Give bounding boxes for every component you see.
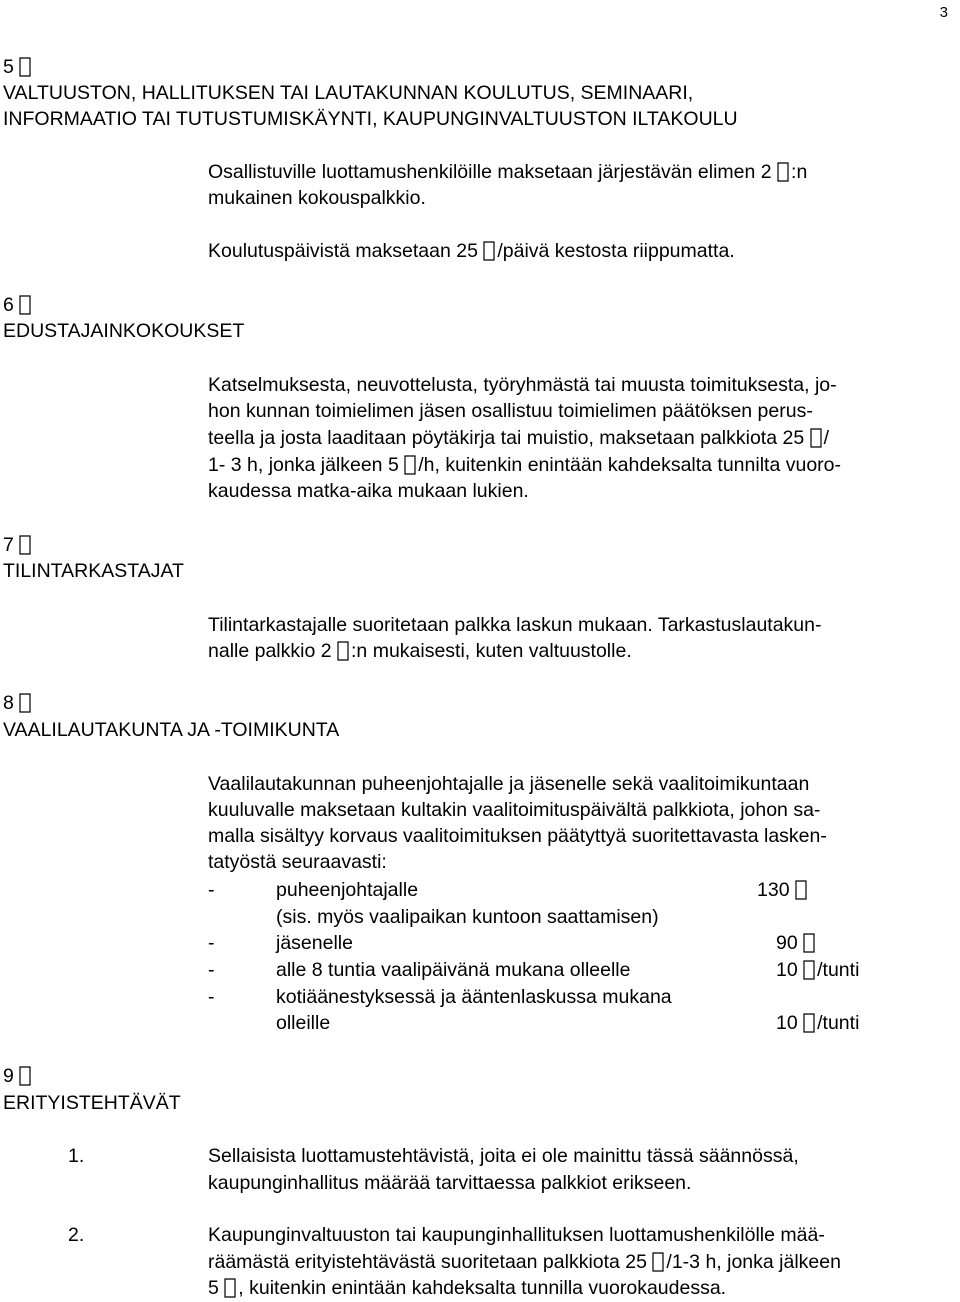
list-item-number: 1. [68, 1145, 85, 1167]
section-8-intro-line: Vaalilautakunnan puheenjohtajalle ja jäsenelle sekä vaalitoimikuntaan [208, 773, 810, 795]
euro-icon [652, 1249, 666, 1275]
fee-label: kotiäänestyksessä ja ääntenlaskussa mukana [276, 986, 672, 1008]
section-8-intro-line: malla sisältyy korvaus vaalitoimituksen päätyttyä suoritettavasta lasken- [208, 825, 827, 847]
missing-glyph-icon [19, 54, 33, 80]
section-6-title: EDUSTAJAINKOKOUKSET [3, 320, 245, 342]
fee-dash: - [208, 879, 215, 901]
euro-icon [803, 1010, 817, 1036]
list-item-line: Sellaisista luottamustehtävistä, joita ei ole mainittu tässä säännössä, [208, 1145, 799, 1167]
list-item-number: 2. [68, 1224, 85, 1246]
section-7-title: TILINTARKASTAJAT [3, 560, 184, 582]
section-5-number: 5 [3, 54, 33, 81]
missing-glyph-icon [19, 292, 33, 318]
fee-dash: - [208, 932, 215, 954]
section-9-number: 9 [3, 1063, 33, 1090]
section-6-line: Katselmuksesta, neuvottelusta, työryhmästä tai muusta toimituksesta, jo- [208, 374, 837, 396]
euro-icon [803, 930, 817, 956]
euro-icon [404, 452, 418, 478]
missing-glyph-icon [19, 690, 33, 716]
fee-dash: - [208, 959, 215, 981]
section-6-line: 1- 3 h, jonka jälkeen 5 /h, kuitenkin enintään kahdeksalta tunnilta vuoro- [208, 454, 841, 476]
section-5-paragraph-2: Koulutuspäivistä maksetaan 25 /päivä kestosta riippumatta. [208, 240, 735, 262]
euro-icon [224, 1275, 238, 1301]
fee-label: alle 8 tuntia vaalipäivänä mukana olleelle [276, 959, 631, 981]
fee-amount: 90 [776, 930, 817, 957]
missing-glyph-icon [19, 1063, 33, 1089]
list-item-line: räämästä erityistehtävästä suoritetaan palkkiota 25 /1-3 h, jonka jälkeen [208, 1251, 841, 1273]
section-5-paragraph-1-line2: mukainen kokouspalkkio. [208, 187, 426, 209]
section-8-title: VAALILAUTAKUNTA JA -TOIMIKUNTA [3, 719, 340, 741]
section-7-number: 7 [3, 532, 33, 559]
fee-amount: 130 [757, 877, 809, 904]
page-number: 3 [939, 4, 948, 21]
fee-amount: 10 /tunti [776, 959, 860, 981]
euro-icon [810, 425, 824, 451]
euro-icon [483, 238, 497, 264]
section-6-line: kaudessa matka-aika mukaan lukien. [208, 480, 529, 502]
section-6-line: hon kunnan toimielimen jäsen osallistuu toimielimen päätöksen perus- [208, 400, 813, 422]
section-8-intro-line: tatyöstä seuraavasti: [208, 851, 387, 873]
section-6-number: 6 [3, 292, 33, 319]
fee-dash: - [208, 986, 215, 1008]
missing-glyph-icon [777, 159, 791, 185]
section-8-number: 8 [3, 690, 33, 717]
missing-glyph-icon [19, 532, 33, 558]
section-5-title-line2: INFORMAATIO TAI TUTUSTUMISKÄYNTI, KAUPUNGINVALTUUSTON ILTAKOULU [3, 108, 738, 130]
list-item-line: kaupunginhallitus määrää tarvittaessa palkkiot erikseen. [208, 1172, 692, 1194]
section-7-line2: nalle palkkio 2 :n mukaisesti, kuten valtuustolle. [208, 640, 632, 662]
missing-glyph-icon [337, 638, 351, 664]
section-5-title-line1: VALTUUSTON, HALLITUKSEN TAI LAUTAKUNNAN KOULUTUS, SEMINAARI, [3, 82, 694, 104]
section-9-title: ERITYISTEHTÄVÄT [3, 1092, 181, 1114]
euro-icon [795, 877, 809, 903]
section-7-line1: Tilintarkastajalle suoritetaan palkka laskun mukaan. Tarkastuslautakun- [208, 614, 822, 636]
section-5-paragraph-1: Osallistuville luottamushenkilöille maksetaan järjestävän elimen 2 :n [208, 161, 808, 183]
fee-note: (sis. myös vaalipaikan kuntoon saattamisen) [276, 906, 659, 928]
fee-label: jäsenelle [276, 932, 353, 954]
list-item-line: 5 , kuitenkin enintään kahdeksalta tunnilla vuorokaudessa. [208, 1277, 727, 1299]
fee-label: olleille [276, 1012, 331, 1034]
fee-amount: 10 /tunti [776, 1012, 860, 1034]
list-item-line: Kaupunginvaltuuston tai kaupunginhallituksen luottamushenkilölle mää- [208, 1224, 825, 1246]
euro-icon [803, 957, 817, 983]
section-6-line: teella ja josta laaditaan pöytäkirja tai muistio, maksetaan palkkiota 25 / [208, 427, 830, 449]
section-8-intro-line: kuuluvalle maksetaan kultakin vaalitoimituspäivältä palkkiota, johon sa- [208, 799, 821, 821]
fee-label: puheenjohtajalle [276, 879, 419, 901]
